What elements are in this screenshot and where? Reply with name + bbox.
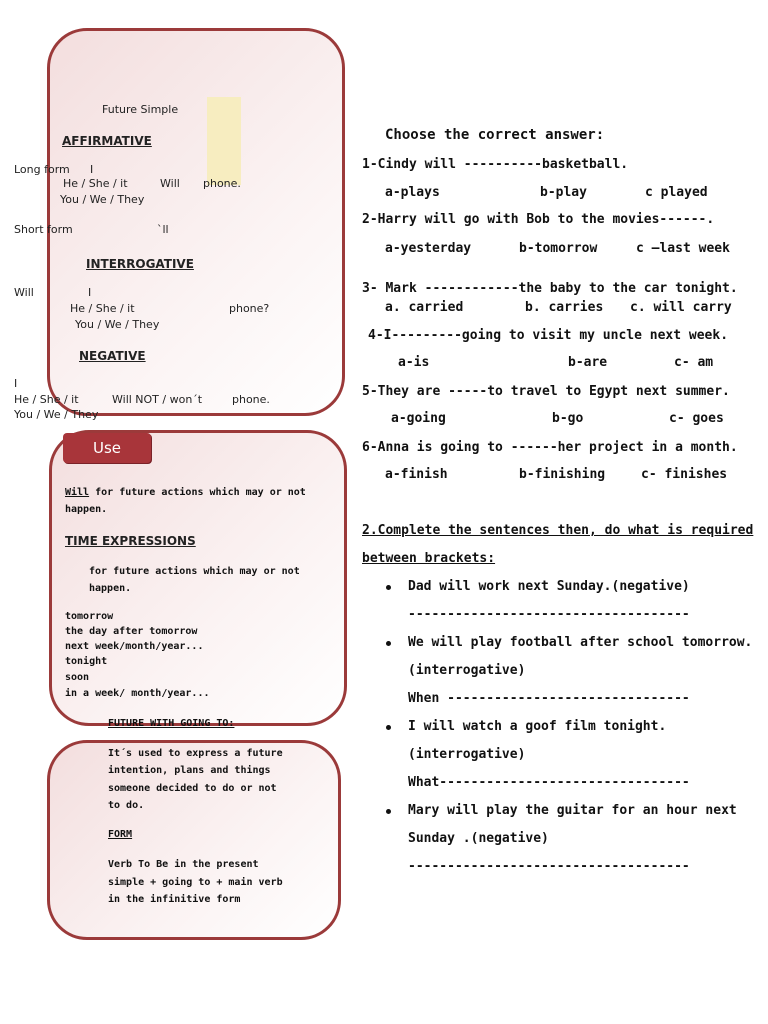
going-to-desc: someone decided to do or not — [108, 783, 277, 794]
option-c[interactable]: c. will carry — [630, 300, 732, 315]
will-usage-text: for future actions which may or not — [89, 487, 306, 498]
option-b[interactable]: b-go — [552, 411, 584, 426]
expression-item: in a week/ month/year... — [65, 688, 210, 699]
bullet-icon — [386, 809, 391, 814]
use-box — [49, 430, 347, 726]
bullet-icon — [386, 641, 391, 646]
grammar-title: Future Simple — [102, 103, 179, 116]
sentence-line: Mary will play the guitar for an hour next — [408, 803, 737, 818]
sentence-line: Dad will work next Sunday.(negative) — [408, 579, 690, 594]
time-desc-line2: happen. — [89, 583, 132, 594]
int-will: Will — [14, 286, 34, 299]
expression-item: tonight — [65, 656, 108, 667]
option-c[interactable]: c- goes — [669, 411, 724, 426]
int-phone: phone? — [229, 302, 270, 315]
option-c[interactable]: c- am — [674, 355, 714, 370]
will-word-underlined: Will — [65, 487, 90, 498]
use-tab: Use — [63, 433, 151, 463]
option-b[interactable]: b. carries — [525, 300, 604, 315]
question-1: 1-Cindy will ----------basketball. — [362, 157, 629, 172]
neg-subject-i: I — [14, 377, 18, 390]
option-b[interactable]: b-play — [540, 185, 587, 200]
subject-he: He / She / it — [63, 177, 128, 190]
question-2: 2-Harry will go with Bob to the movies------. — [362, 212, 715, 227]
int-subject-you: You / We / They — [75, 318, 160, 331]
form-desc: simple + going to + main verb — [108, 877, 283, 888]
int-subject-i: I — [88, 286, 92, 299]
option-c[interactable]: c played — [645, 185, 708, 200]
interrogative-heading: INTERROGATIVE — [86, 257, 194, 271]
will-word: Will — [160, 177, 180, 190]
bullet-icon — [386, 725, 391, 730]
subject-you: You / We / They — [60, 193, 145, 206]
answer-line[interactable]: ------------------------------------ — [408, 607, 690, 622]
answer-line[interactable]: ------------------------------------ — [408, 859, 690, 874]
neg-will-not: Will NOT / won´t — [112, 393, 203, 406]
sentence-line: We will play football after school tomorrow. — [408, 635, 753, 650]
sentence-line: (interrogative) — [408, 747, 526, 762]
time-expressions-heading: TIME EXPRESSIONS — [65, 534, 196, 548]
neg-phone: phone. — [232, 393, 270, 406]
answer-line[interactable]: What-------------------------------- — [408, 775, 690, 790]
question-5: 5-They are -----to travel to Egypt next summer. — [362, 384, 730, 399]
expression-item: soon — [65, 672, 90, 683]
short-form-label: Short form — [14, 223, 73, 236]
long-form-label: Long form — [14, 163, 70, 176]
option-b[interactable]: b-tomorrow — [519, 241, 598, 256]
exercise2-title-line1: 2.Complete the sentences then, do what is required — [362, 523, 754, 538]
answer-line[interactable]: When ------------------------------- — [408, 691, 690, 706]
option-a[interactable]: a-is — [398, 355, 430, 370]
option-a[interactable]: a-finish — [385, 467, 448, 482]
bullet-icon — [386, 585, 391, 590]
time-desc-line1: for future actions which may or not — [89, 566, 300, 577]
option-a[interactable]: a-yesterday — [385, 241, 472, 256]
highlight-mark — [207, 97, 241, 185]
sentence-line: (interrogative) — [408, 663, 526, 678]
going-to-desc: It´s used to express a future — [108, 748, 283, 759]
form-desc: in the infinitive form — [108, 894, 241, 905]
form-desc: Verb To Be in the present — [108, 859, 259, 870]
exercise2-title-line2: between brackets: — [362, 551, 496, 566]
will-usage-line2: happen. — [65, 504, 108, 515]
option-b[interactable]: b-are — [568, 355, 608, 370]
question-6: 6-Anna is going to ------her project in a month. — [362, 440, 738, 455]
question-3: 3- Mark ------------the baby to the car tonight. — [362, 281, 738, 296]
form-heading: FORM — [108, 829, 133, 840]
going-to-heading: FUTURE WITH GOING TO: — [108, 718, 235, 729]
sentence-line: I will watch a goof film tonight. — [408, 719, 667, 734]
exercise1-title: Choose the correct answer: — [385, 127, 605, 143]
option-c[interactable]: c- finishes — [641, 467, 728, 482]
option-a[interactable]: a. carried — [385, 300, 464, 315]
expression-item: next week/month/year... — [65, 641, 204, 652]
sentence-line: Sunday .(negative) — [408, 831, 549, 846]
question-4: 4-I---------going to visit my uncle next week. — [368, 328, 729, 343]
affirmative-heading: AFFIRMATIVE — [62, 134, 152, 148]
short-form-value: `ll — [157, 223, 169, 236]
int-subject-he: He / She / it — [70, 302, 135, 315]
option-a[interactable]: a-going — [391, 411, 446, 426]
option-a[interactable]: a-plays — [385, 185, 440, 200]
negative-heading: NEGATIVE — [79, 349, 146, 363]
option-b[interactable]: b-finishing — [519, 467, 606, 482]
going-to-desc: intention, plans and things — [108, 765, 271, 776]
subject-i: I — [90, 163, 94, 176]
expression-item: the day after tomorrow — [65, 626, 198, 637]
expression-item: tomorrow — [65, 611, 114, 622]
will-usage-line1 — [65, 487, 306, 498]
neg-subject-you: You / We / They — [14, 408, 99, 421]
neg-subject-he: He / She / it — [14, 393, 79, 406]
going-to-desc: to do. — [108, 800, 145, 811]
option-c[interactable]: c –last week — [636, 241, 730, 256]
phone-word: phone. — [203, 177, 241, 190]
